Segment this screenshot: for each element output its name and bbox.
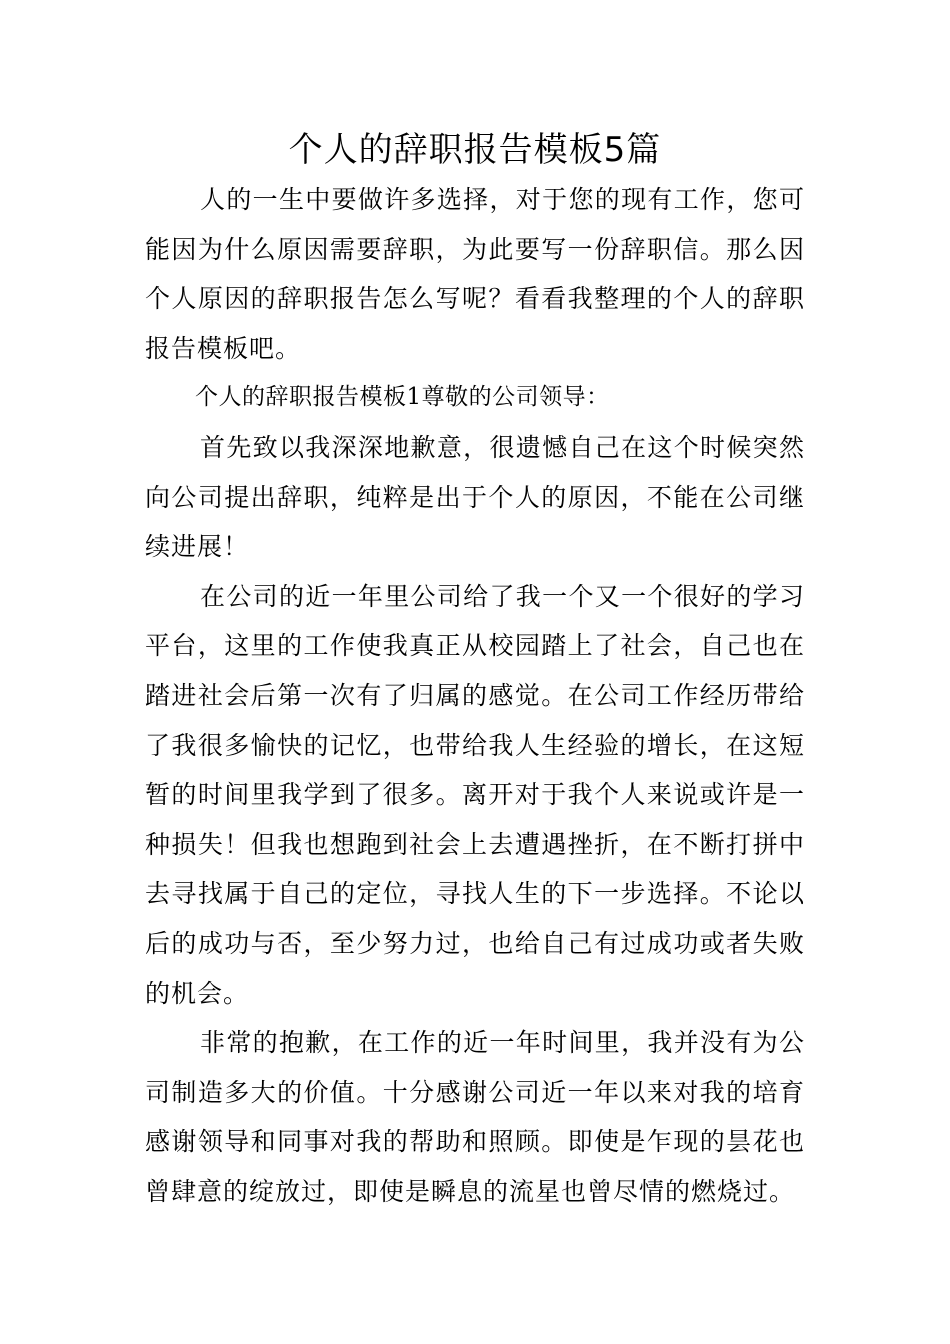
body-paragraph: 非常的抱歉，在工作的近一年时间里，我并没有为公司制造多大的价值。十分感谢公司近一年以来对我的培育感谢领导和同事对我的帮助和照顾。即使是乍现的昙花也曾肆意的绽放过，即使是瞬息的流星也曾尽情的燃烧过。 [145, 1028, 805, 1206]
body-paragraph: 在公司的近一年里公司给了我一个又一个很好的学习平台，这里的工作使我真正从校园踏上了社会，自己也在踏进社会后第一次有了归属的感觉。在公司工作经历带给了我很多愉快的记忆，也带给我人生经验的增长，在这短暂的时间里我学到了很多。离开对于我个人来说或许是一种损失！但我也想跑到社会上去遭遇挫折，在不断打拼中去寻找属于自己的定位，寻找人生的下一步选择。不论以后的成功与否，至少努力过，也给自己有过成功或者失败的机会。 [145, 581, 805, 1008]
document-body [145, 175, 805, 1216]
intro-paragraph: 人的一生中要做许多选择，对于您的现有工作，您可能因为什么原因需要辞职，为此要写一份辞职信。那么因个人原因的辞职报告怎么写呢？看看我整理的个人的辞职报告模板吧。 [145, 185, 805, 363]
body-paragraph: 首先致以我深深地歉意，很遗憾自己在这个时候突然向公司提出辞职，纯粹是出于个人的原因，不能在公司继续进展！ [145, 432, 805, 562]
document-title: 个人的辞职报告模板5篇 [288, 130, 662, 170]
template-1-heading: 个人的辞职报告模板1尊敬的公司领导： [195, 384, 610, 411]
